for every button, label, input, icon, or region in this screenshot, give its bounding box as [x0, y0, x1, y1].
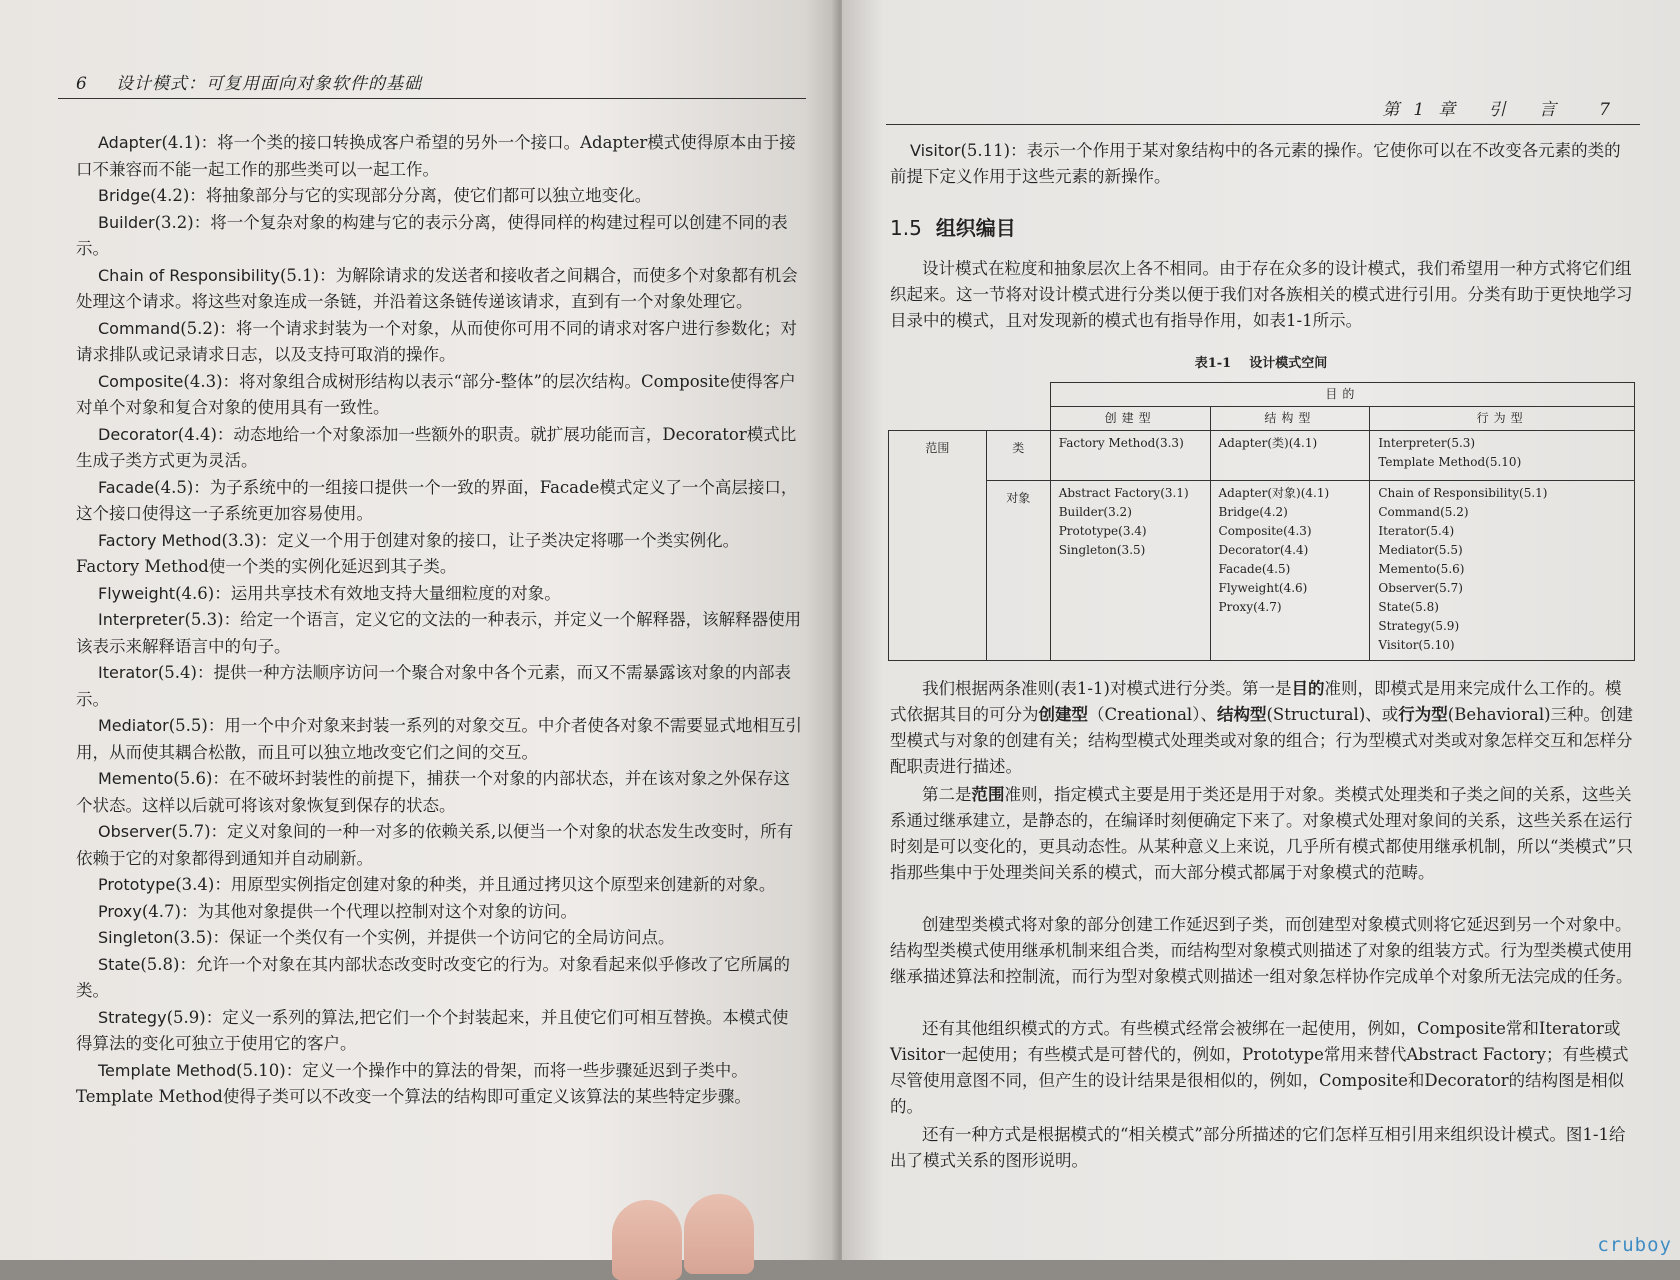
catalog-entry	[76, 581, 802, 608]
pattern-ref: (5.4)	[157, 663, 197, 682]
related-text: 还有一种方式是根据模式的“相关模式”部分所描述的它们怎样互相引用来组织设计模式。图1-1给出了模式关系的图形说明。	[890, 1125, 1626, 1170]
table-pattern-entry: Flyweight(4.6)	[1218, 581, 1308, 595]
pattern-name: Decorator	[98, 424, 178, 444]
table-pattern-entry: Mediator(5.5)	[1378, 543, 1463, 557]
pattern-ref: (3.3)	[221, 530, 261, 550]
catalog-entry	[76, 766, 802, 819]
cell-object-creational	[1050, 481, 1210, 661]
row-class-label: 类	[986, 431, 1050, 481]
table-pattern-entry: Command(5.2)	[1378, 505, 1469, 519]
pattern-description: ：运用共享技术有效地支持大量细粒度的对象。	[214, 583, 561, 603]
pattern-ref: (5.2)	[180, 318, 220, 338]
catalog-entry	[76, 607, 802, 660]
pattern-name: Factory Method	[98, 530, 222, 550]
cell-object-structural	[1210, 481, 1370, 661]
catalog-entry	[76, 952, 802, 1005]
pattern-description: ：为其他对象提供一个代理以控制对这个对象的访问。	[180, 901, 577, 921]
pattern-description: ：为解除请求的发送者和接收者之间耦合，而使多个对象都有机会处理这个请求。将这些对象连成一条链，并沿着这条链传递该请求，直到有一个对象处理它。	[76, 265, 798, 311]
pattern-ref: (4.6)	[175, 583, 215, 603]
pattern-description: ：将一个请求封装为一个对象，从而使你可用不同的请求对客户进行参数化；对请求排队或记录请求日志，以及支持可取消的操作。	[76, 318, 797, 364]
related-paragraph	[890, 1122, 1636, 1174]
table-caption	[842, 352, 1680, 371]
catalog-entry	[76, 263, 802, 316]
pattern-description: ：将一个复杂对象的构建与它的表示分离，使得同样的构建过程可以创建不同的表示。	[76, 212, 788, 258]
right-page-number: 7	[1599, 100, 1610, 120]
purpose-header: 目的	[1050, 383, 1634, 407]
catalog-entry	[76, 316, 802, 369]
pattern-ref: (5.8)	[140, 954, 180, 974]
pattern-ref: (4.7)	[141, 901, 181, 921]
pattern-description: ：允许一个对象在其内部状态改变时改变它的行为。对象看起来似乎修改了它所属的类。	[76, 954, 790, 1000]
pattern-ref: (4.2)	[150, 186, 190, 205]
table-pattern-entry: Template Method(5.10)	[1378, 455, 1522, 469]
chapter-title: 第1章 引 言	[1382, 100, 1570, 120]
table-pattern-entry: Memento(5.6)	[1378, 562, 1465, 576]
purpose-bold-2: 创建型	[1038, 705, 1088, 724]
pattern-ref: (5.7)	[171, 822, 211, 841]
table-pattern-entry: Prototype(3.4)	[1058, 524, 1147, 538]
table-pattern-entry: Facade(4.5)	[1218, 562, 1291, 576]
purpose-bold-4: 行为型	[1398, 705, 1448, 724]
table-pattern-entry: Visitor(5.10)	[1378, 638, 1455, 652]
other-text: 还有其他组织模式的方式。有些模式经常会被绑在一起使用，例如，Composite常和Iterator或Visitor一起使用；有些模式是可替代的，例如，Prototype常用来替代Abstract Factory；有些模式尽管使用意图不同，但产生的设计结果是很相似的，例如，Composite和Decorator的结构图是相似的。	[890, 1019, 1629, 1116]
pattern-name: Command	[98, 318, 181, 338]
pattern-name: Composite	[98, 371, 184, 391]
catalog-entry	[76, 872, 802, 899]
catalog-entry	[76, 660, 802, 713]
catalog-entry	[76, 369, 802, 422]
pattern-ref: (5.9)	[166, 1007, 206, 1027]
catalog-entry	[76, 130, 802, 183]
catalog-entry	[76, 422, 802, 475]
table-pattern-entry: Chain of Responsibility(5.1)	[1378, 486, 1548, 500]
pattern-ref: (5.5)	[168, 716, 208, 735]
left-page-header	[58, 66, 806, 99]
pattern-ref: (3.4)	[175, 875, 215, 894]
pattern-name: Adapter	[98, 133, 162, 152]
table-pattern-entry: Decorator(4.4)	[1218, 543, 1309, 557]
pattern-name: Mediator	[98, 716, 169, 735]
cell-object-behavioral	[1370, 481, 1635, 661]
pattern-description: ：定义一个用于创建对象的接口，让子类决定将哪一个类实例化。Factory Method使一个类的实例化延迟到其子类。	[76, 530, 740, 576]
table-pattern-entry: Bridge(4.2)	[1218, 505, 1288, 519]
pattern-name: Iterator	[98, 663, 158, 682]
pattern-name: Chain of Responsibility	[98, 265, 280, 285]
col-behavioral: 行为型	[1370, 407, 1635, 431]
scope-paragraph	[890, 782, 1636, 886]
col-creational: 创建型	[1050, 407, 1210, 431]
section-number: 1.5	[890, 216, 922, 240]
purpose-text-1: 我们根据两条准则(表1-1)对模式进行分类。第一是	[922, 679, 1292, 698]
left-page-number: 6	[76, 74, 87, 94]
catalog-entry	[76, 1058, 802, 1111]
purpose-text-3: （Creational）、	[1088, 705, 1217, 724]
pattern-ref: (3.2)	[154, 212, 194, 232]
pattern-name: Builder	[98, 212, 155, 232]
pattern-name: Flyweight	[98, 583, 176, 603]
catalog-entry	[76, 1005, 802, 1058]
catalog-entry	[76, 475, 802, 528]
other-paragraph	[890, 1016, 1636, 1120]
pattern-description: ：在不破坏封装性的前提下，捕获一个对象的内部状态，并在该对象之外保存这个状态。这样以后就可将该对象恢复到保存的状态。	[76, 769, 790, 815]
pattern-description: ：提供一种方法顺序访问一个聚合对象中各个元素，而又不需暴露该对象的内部表示。	[76, 663, 791, 709]
pattern-ref: (3.5)	[173, 928, 213, 947]
pattern-description: ：用一个中介对象来封装一系列的对象交互。中介者使各对象不需要显式地相互引用，从而使其耦合松散，而且可以独立地改变它们之间的交互。	[76, 716, 802, 762]
visitor-name: Visitor	[910, 141, 961, 160]
visitor-ref: (5.11)	[960, 141, 1011, 160]
pattern-description: ：定义对象间的一种一对多的依赖关系,以便当一个对象的状态发生改变时，所有依赖于它的对象都得到通知并自动刷新。	[76, 822, 794, 868]
purpose-text-4: (Structural)、或	[1266, 705, 1399, 724]
pattern-ref: (5.10)	[236, 1060, 286, 1080]
purpose-text-5: (Behavioral)三种。创建型模式与对象的创建有关；结构型模式处理类或对象的组合；行为型模式对类或对象怎样交互和怎样分配职责进行描述。	[890, 705, 1634, 776]
catalog-entry	[76, 925, 802, 952]
intro-text: 设计模式在粒度和抽象层次上各不相同。由于存在众多的设计模式，我们希望用一种方式将它们组织起来。这一节将对设计模式进行分类以便于我们对各族相关的模式进行引用。分类有助于更快地学习目录中的模式，且对发现新的模式也有指导作用，如表1-1所示。	[890, 259, 1633, 330]
scope-text-2: 准则，指定模式主要是用于类还是用于对象。类模式处理类和子类之间的关系，这些关系通过继承建立，是静态的，在编译时刻便确定下来了。对象模式处理对象间的关系，这些关系在运行时刻是可以变化的，更具动态性。从某种意义上来说，几乎所有模式都使用继承机制，所以“类模式”只指那些集中于处理类间关系的模式，而大部分模式都属于对象模式的范畴。	[890, 785, 1633, 882]
cell-class-creational	[1050, 431, 1210, 481]
pattern-description: ：动态地给一个对象添加一些额外的职责。就扩展功能而言，Decorator模式比生成子类方式更为灵活。	[76, 424, 797, 470]
pattern-description: ：用原型实例指定创建对象的种类，并且通过拷贝这个原型来创建新的对象。	[214, 875, 776, 894]
visitor-text: ：表示一个作用于某对象结构中的各元素的操作。它使你可以在不改变各元素的类的前提下定义作用于这些元素的新操作。	[890, 141, 1621, 186]
pattern-name: State	[98, 954, 141, 974]
table-pattern-entry: Proxy(4.7)	[1218, 600, 1282, 614]
table-caption-title: 设计模式空间	[1249, 356, 1328, 371]
book-title: 设计模式：可复用面向对象软件的基础	[116, 74, 422, 94]
scope-text-1: 第二是	[922, 785, 972, 804]
pattern-description: ：为子系统中的一组接口提供一个一致的界面，Facade模式定义了一个高层接口，这个接口使得这一子系统更加容易使用。	[76, 477, 798, 523]
pattern-ref: (5.6)	[173, 769, 213, 788]
scope-label: 范围	[889, 431, 987, 661]
pattern-description: ：定义一系列的算法,把它们一个个封装起来，并且使它们可相互替换。本模式使得算法的变化可独立于使用它的客户。	[76, 1007, 789, 1053]
pattern-name: Proxy	[98, 901, 142, 921]
row-object-label: 对象	[986, 481, 1050, 661]
table-pattern-entry: Strategy(5.9)	[1378, 619, 1460, 633]
table-pattern-entry: State(5.8)	[1378, 600, 1439, 614]
thumb-fingers	[612, 1186, 772, 1266]
pattern-ref: (4.4)	[177, 424, 217, 444]
catalog-entry	[76, 183, 802, 210]
design-pattern-space-table	[888, 382, 1635, 661]
defer-text: 创建型类模式将对象的部分创建工作延迟到子类，而创建型对象模式则将它延迟到另一个对象中。结构型类模式使用继承机制来组合类，而结构型对象模式则描述了对象的组装方式。行为型类模式使用继承描述算法和控制流，而行为型对象模式则描述一组对象怎样协作完成单个对象所无法完成的任务。	[890, 915, 1633, 986]
defer-paragraph	[890, 912, 1636, 990]
purpose-paragraph	[890, 676, 1636, 780]
table-pattern-entry: Builder(3.2)	[1058, 505, 1132, 519]
col-structural: 结构型	[1210, 407, 1370, 431]
pattern-name: Singleton	[98, 928, 174, 947]
section-title: 组织编目	[935, 216, 1016, 240]
pattern-name: Facade	[98, 477, 155, 497]
purpose-bold-1: 目的	[1291, 679, 1325, 698]
pattern-ref: (4.5)	[154, 477, 194, 497]
cell-class-behavioral	[1370, 431, 1635, 481]
right-page-header	[886, 92, 1640, 125]
table-pattern-entry: Iterator(5.4)	[1378, 524, 1455, 538]
pattern-description: ：将对象组合成树形结构以表示“部分-整体”的层次结构。Composite使得客户对单个对象和复合对象的使用具有一致性。	[76, 371, 796, 417]
table-pattern-entry: Interpreter(5.3)	[1378, 436, 1476, 450]
pattern-name: Bridge	[98, 186, 151, 205]
watermark: cruboy	[1597, 1234, 1672, 1256]
table-pattern-entry: Adapter(类)(4.1)	[1218, 436, 1318, 450]
section-heading	[890, 212, 1016, 241]
table-pattern-entry: Composite(4.3)	[1218, 524, 1312, 538]
left-page	[0, 0, 838, 1260]
pattern-ref: (4.1)	[161, 133, 201, 152]
pattern-name: Memento	[98, 769, 174, 788]
table-pattern-entry: Observer(5.7)	[1378, 581, 1463, 595]
pattern-description: ：将抽象部分与它的实现部分分离，使它们都可以独立地变化。	[189, 186, 652, 205]
table-pattern-entry: Singleton(3.5)	[1058, 543, 1146, 557]
visitor-entry	[890, 138, 1636, 190]
pattern-name: Strategy	[98, 1007, 167, 1027]
pattern-name: Prototype	[98, 875, 176, 894]
pattern-description: ：给定一个语言，定义它的文法的一种表示，并定义一个解释器，该解释器使用该表示来解释语言中的句子。	[76, 610, 802, 656]
table-pattern-entry: Adapter(对象)(4.1)	[1218, 486, 1330, 500]
intro-paragraph	[890, 256, 1636, 334]
catalog-entry	[76, 819, 802, 872]
right-page	[842, 0, 1680, 1260]
table-pattern-entry: Factory Method(3.3)	[1058, 436, 1184, 450]
pattern-description: ：定义一个操作中的算法的骨架，而将一些步骤延迟到子类中。Template Method使得子类可以不改变一个算法的结构即可重定义该算法的某些特定步骤。	[76, 1060, 751, 1106]
cell-class-structural	[1210, 431, 1370, 481]
purpose-text-2: 准则，即模式是用来完成什么工作的。模式依据其目的可分为	[890, 679, 1622, 724]
pattern-name: Template Method	[98, 1060, 237, 1080]
pattern-ref: (5.1)	[279, 265, 320, 285]
pattern-catalog-list	[76, 130, 802, 1111]
catalog-entry	[76, 528, 802, 581]
catalog-entry	[76, 210, 802, 263]
pattern-ref: (4.3)	[183, 371, 223, 391]
purpose-bold-3: 结构型	[1216, 705, 1267, 724]
pattern-name: Interpreter	[98, 610, 185, 629]
pattern-description: ：将一个类的接口转换成客户希望的另外一个接口。Adapter模式使得原本由于接口不兼容而不能一起工作的那些类可以一起工作。	[76, 133, 796, 179]
table-caption-number: 表1-1	[1194, 356, 1232, 371]
catalog-entry	[76, 899, 802, 926]
pattern-description: ：保证一个类仅有一个实例，并提供一个访问它的全局访问点。	[212, 928, 675, 947]
scope-bold-1: 范围	[971, 785, 1005, 804]
catalog-entry	[76, 713, 802, 766]
pattern-name: Observer	[98, 822, 172, 841]
pattern-ref: (5.3)	[184, 610, 224, 629]
table-pattern-entry: Abstract Factory(3.1)	[1058, 486, 1189, 500]
